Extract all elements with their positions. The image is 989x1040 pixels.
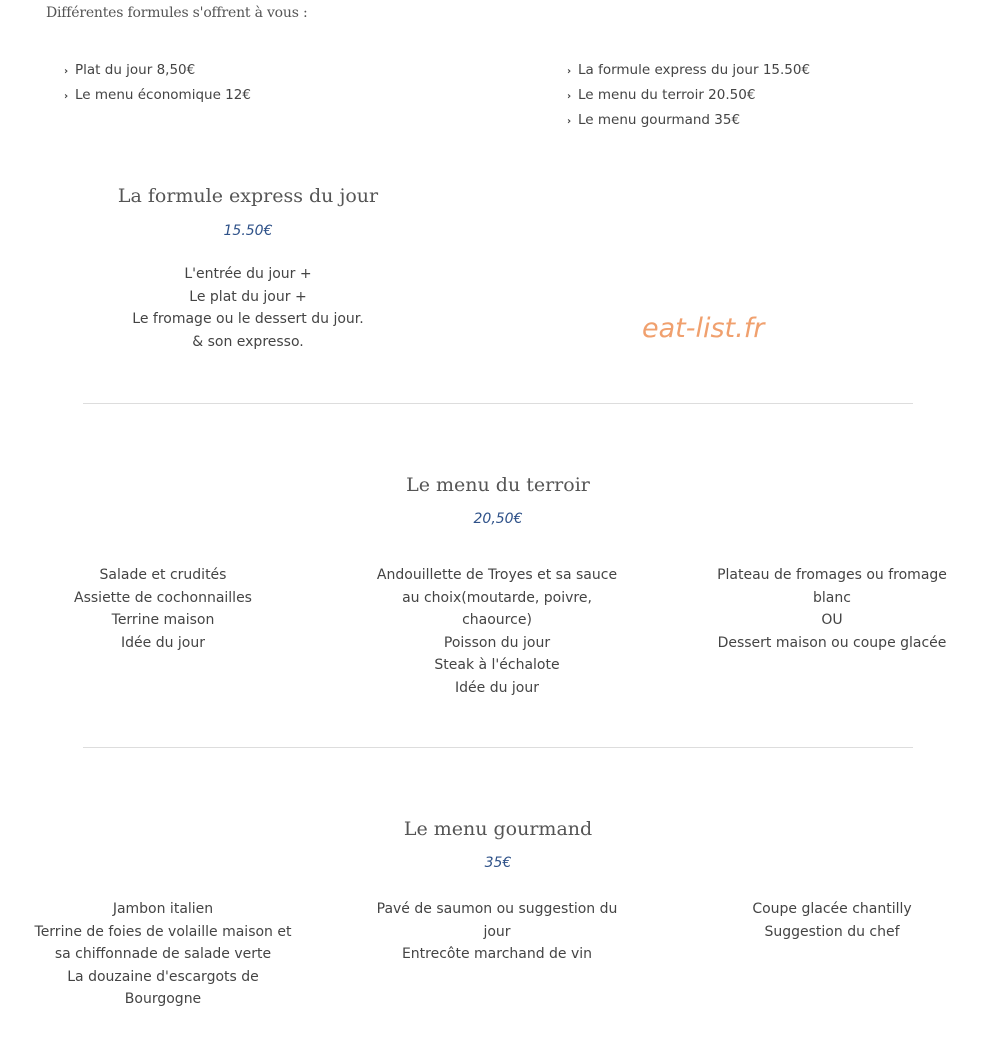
menu-line: Jambon italien [112, 901, 214, 917]
list-item: › Le menu du terroir 20.50€ [567, 85, 810, 110]
menu-line: Le plat du jour + [189, 288, 307, 305]
gourmand-title: Le menu gourmand [403, 818, 593, 840]
chevron-right-icon: › [64, 66, 69, 77]
menu-line: blanc [813, 589, 851, 606]
gourmand-price: 35€ [484, 855, 512, 871]
menu-line: Dessert maison ou coupe glacée [717, 634, 947, 651]
menu-line: au choix(moutarde, poivre, [402, 589, 592, 606]
menu-line: Terrine de foies de volaille maison et [34, 923, 292, 940]
express-title: La formule express du jour [117, 185, 379, 207]
menu-line: La douzaine d'escargots de [67, 968, 259, 985]
menu-line: Poisson du jour [443, 634, 551, 651]
menu-line: & son expresso. [192, 333, 304, 350]
menu-line: OU [821, 612, 843, 628]
chevron-right-icon: › [567, 116, 572, 127]
gourmand-col-entrees [13, 898, 313, 1011]
menu-line: Steak à l'échalote [434, 657, 560, 673]
menu-line: Andouillette de Troyes et sa sauce [376, 567, 618, 583]
watermark: eat-list.fr [642, 313, 765, 344]
list-item: › La formule express du jour 15.50€ [567, 60, 810, 85]
chevron-right-icon: › [567, 66, 572, 77]
menu-line: chaource) [462, 612, 532, 628]
menu-line: Coupe glacée chantilly [752, 901, 912, 917]
intro-text: Différentes formules s'offrent à vous : [46, 5, 308, 21]
terroir-col-entrees [13, 564, 313, 654]
menu-line: Plateau de fromages ou fromage [717, 567, 947, 583]
menu-line: Assiette de cochonnailles [74, 589, 252, 606]
gourmand-col-desserts [682, 898, 982, 943]
gourmand-col-plats [347, 898, 647, 966]
menu-line: Idée du jour [121, 634, 205, 651]
terroir-col-desserts [682, 564, 982, 654]
divider [83, 403, 913, 404]
menu-line: Terrine maison [111, 612, 215, 628]
menu-line: Le fromage ou le dessert du jour. [132, 311, 364, 327]
chevron-right-icon: › [567, 91, 572, 102]
menu-line: Bourgogne [124, 991, 202, 1007]
menu-line: Salade et crudités [99, 567, 227, 583]
menu-line: L'entrée du jour + [184, 266, 312, 282]
terroir-price: 20,50€ [473, 511, 523, 527]
terroir-title: Le menu du terroir [406, 474, 590, 496]
menu-line: Suggestion du chef [764, 923, 900, 940]
divider [83, 747, 913, 748]
list-item: › Plat du jour 8,50€ [64, 60, 251, 85]
menu-line: Pavé de saumon ou suggestion du [376, 901, 618, 917]
express-price: 15.50€ [223, 223, 273, 239]
menu-line: Entrecôte marchand de vin [401, 946, 593, 962]
express-items [48, 263, 448, 353]
menu-line: jour [483, 923, 511, 940]
menu-line: Idée du jour [455, 679, 539, 696]
chevron-right-icon: › [64, 91, 69, 102]
terroir-col-plats [347, 564, 647, 699]
formules-list-right [567, 60, 810, 135]
list-item: › Le menu gourmand 35€ [567, 110, 810, 135]
menu-line: sa chiffonnade de salade verte [54, 946, 272, 962]
formules-list-left [64, 60, 251, 110]
list-item: › Le menu économique 12€ [64, 85, 251, 110]
